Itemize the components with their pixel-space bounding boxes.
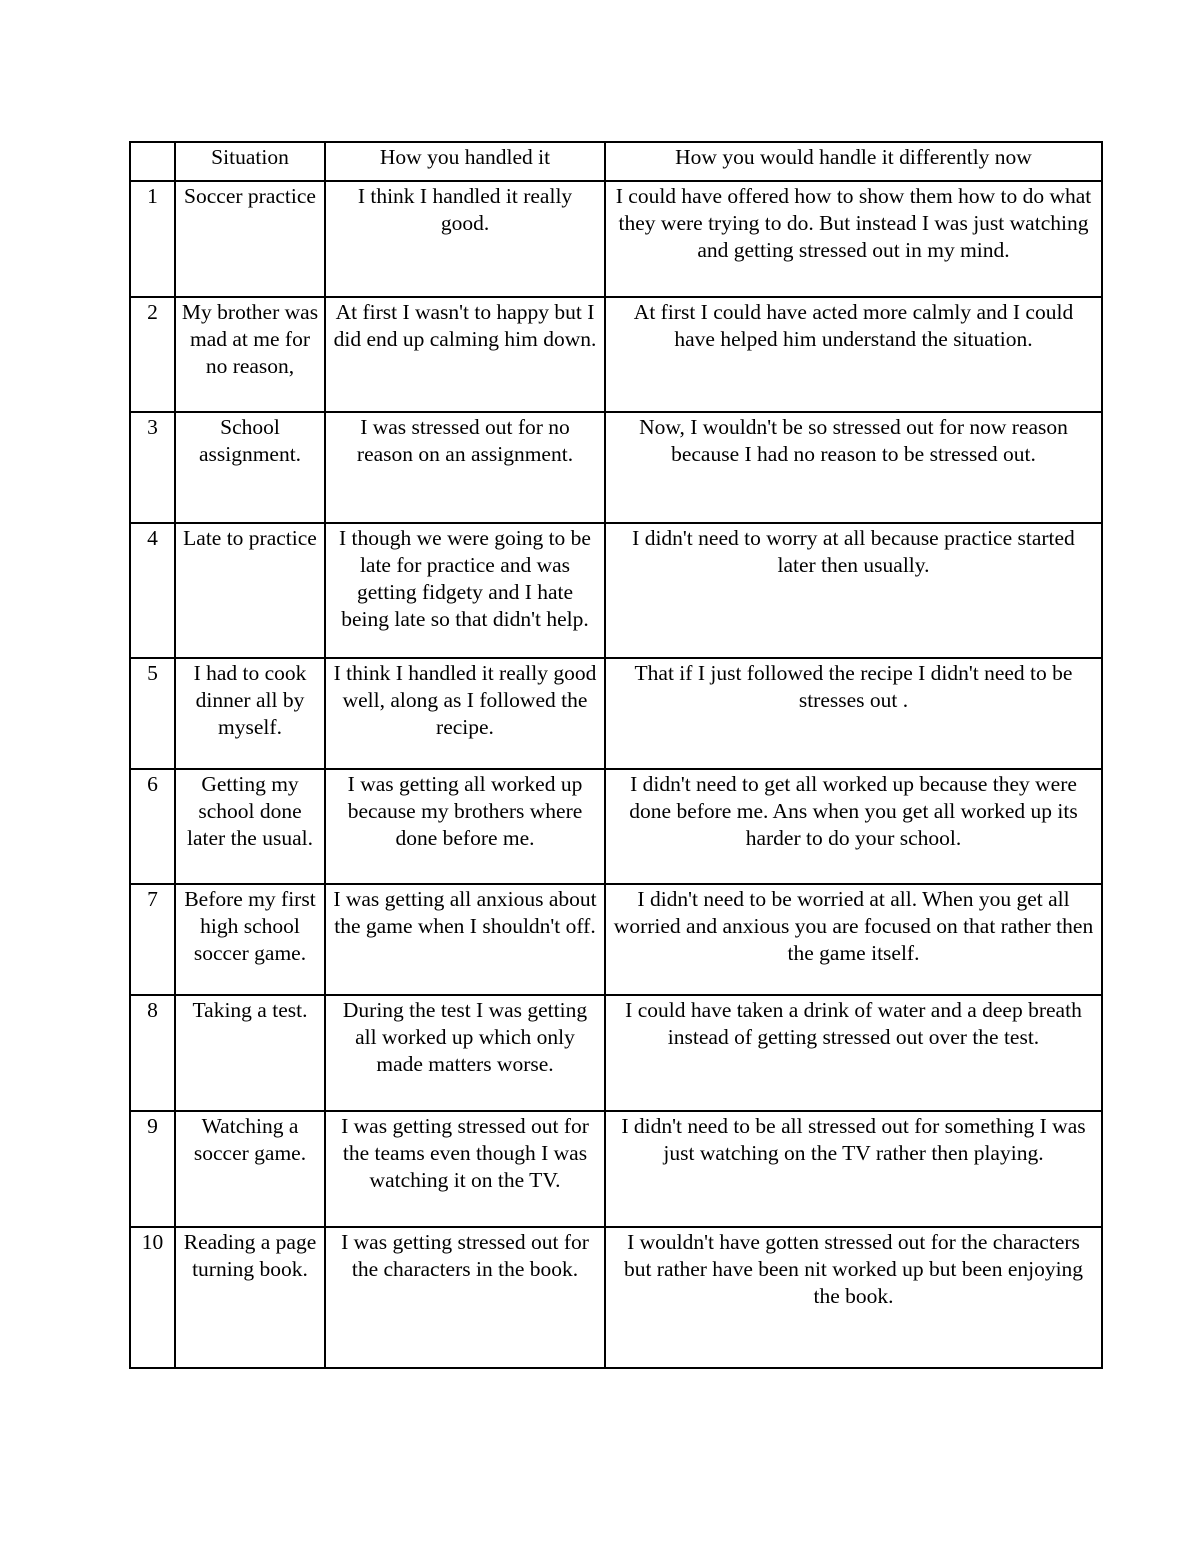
- situation-cell: My brother was mad at me for no reason,: [175, 297, 325, 412]
- situation-cell: Reading a page turning book.: [175, 1227, 325, 1368]
- differently-cell: I didn't need to get all worked up because they were done before me. Ans when you get all worked up its harder to do your school.: [605, 769, 1102, 884]
- row-number: 6: [130, 769, 175, 884]
- table-row: [130, 995, 1102, 1111]
- situation-cell: Taking a test.: [175, 995, 325, 1111]
- handled-cell: I though we were going to be late for practice and was getting fidgety and I hate being late so that didn't help.: [325, 523, 605, 658]
- table-row: [130, 181, 1102, 297]
- row-number: 5: [130, 658, 175, 769]
- row-number: 7: [130, 884, 175, 995]
- differently-cell: I could have taken a drink of water and a deep breath instead of getting stressed out over the test.: [605, 995, 1102, 1111]
- situation-cell: Soccer practice: [175, 181, 325, 297]
- situation-cell: School assignment.: [175, 412, 325, 523]
- handled-cell: I was stressed out for no reason on an assignment.: [325, 412, 605, 523]
- handling-situations-table: [129, 141, 1103, 1369]
- table-row: [130, 297, 1102, 412]
- differently-cell: That if I just followed the recipe I didn't need to be stresses out .: [605, 658, 1102, 769]
- differently-cell: I didn't need to be worried at all. When you get all worried and anxious you are focused on that rather then the game itself.: [605, 884, 1102, 995]
- table-row: [130, 658, 1102, 769]
- handled-cell: I was getting all anxious about the game when I shouldn't off.: [325, 884, 605, 995]
- row-number: 3: [130, 412, 175, 523]
- differently-cell: I didn't need to worry at all because practice started later then usually.: [605, 523, 1102, 658]
- header-how-differently: How you would handle it differently now: [605, 142, 1102, 181]
- row-number: 4: [130, 523, 175, 658]
- situation-cell: I had to cook dinner all by myself.: [175, 658, 325, 769]
- handled-cell: I think I handled it really good.: [325, 181, 605, 297]
- row-number: 9: [130, 1111, 175, 1227]
- handled-cell: I was getting stressed out for the teams even though I was watching it on the TV.: [325, 1111, 605, 1227]
- differently-cell: At first I could have acted more calmly and I could have helped him understand the situation.: [605, 297, 1102, 412]
- handled-cell: I think I handled it really good well, along as I followed the recipe.: [325, 658, 605, 769]
- handled-cell: I was getting all worked up because my brothers where done before me.: [325, 769, 605, 884]
- row-number: 2: [130, 297, 175, 412]
- table-row: [130, 884, 1102, 995]
- handled-cell: At first I wasn't to happy but I did end up calming him down.: [325, 297, 605, 412]
- table-row: [130, 1111, 1102, 1227]
- table-row: [130, 769, 1102, 884]
- table-row: [130, 412, 1102, 523]
- situation-cell: Late to practice: [175, 523, 325, 658]
- differently-cell: Now, I wouldn't be so stressed out for now reason because I had no reason to be stressed out.: [605, 412, 1102, 523]
- header-how-handled: How you handled it: [325, 142, 605, 181]
- table-row: [130, 523, 1102, 658]
- header-situation: Situation: [175, 142, 325, 181]
- row-number: 10: [130, 1227, 175, 1368]
- differently-cell: I wouldn't have gotten stressed out for the characters but rather have been nit worked up but been enjoying the book.: [605, 1227, 1102, 1368]
- differently-cell: I could have offered how to show them how to do what they were trying to do. But instead I was just watching and getting stressed out in my mind.: [605, 181, 1102, 297]
- differently-cell: I didn't need to be all stressed out for something I was just watching on the TV rather then playing.: [605, 1111, 1102, 1227]
- table-row: [130, 1227, 1102, 1368]
- situation-cell: Getting my school done later the usual.: [175, 769, 325, 884]
- situation-cell: Before my first high school soccer game.: [175, 884, 325, 995]
- row-number: 1: [130, 181, 175, 297]
- handled-cell: During the test I was getting all worked up which only made matters worse.: [325, 995, 605, 1111]
- handled-cell: I was getting stressed out for the characters in the book.: [325, 1227, 605, 1368]
- situation-cell: Watching a soccer game.: [175, 1111, 325, 1227]
- row-number: 8: [130, 995, 175, 1111]
- header-number: [130, 142, 175, 181]
- table-header-row: [130, 142, 1102, 181]
